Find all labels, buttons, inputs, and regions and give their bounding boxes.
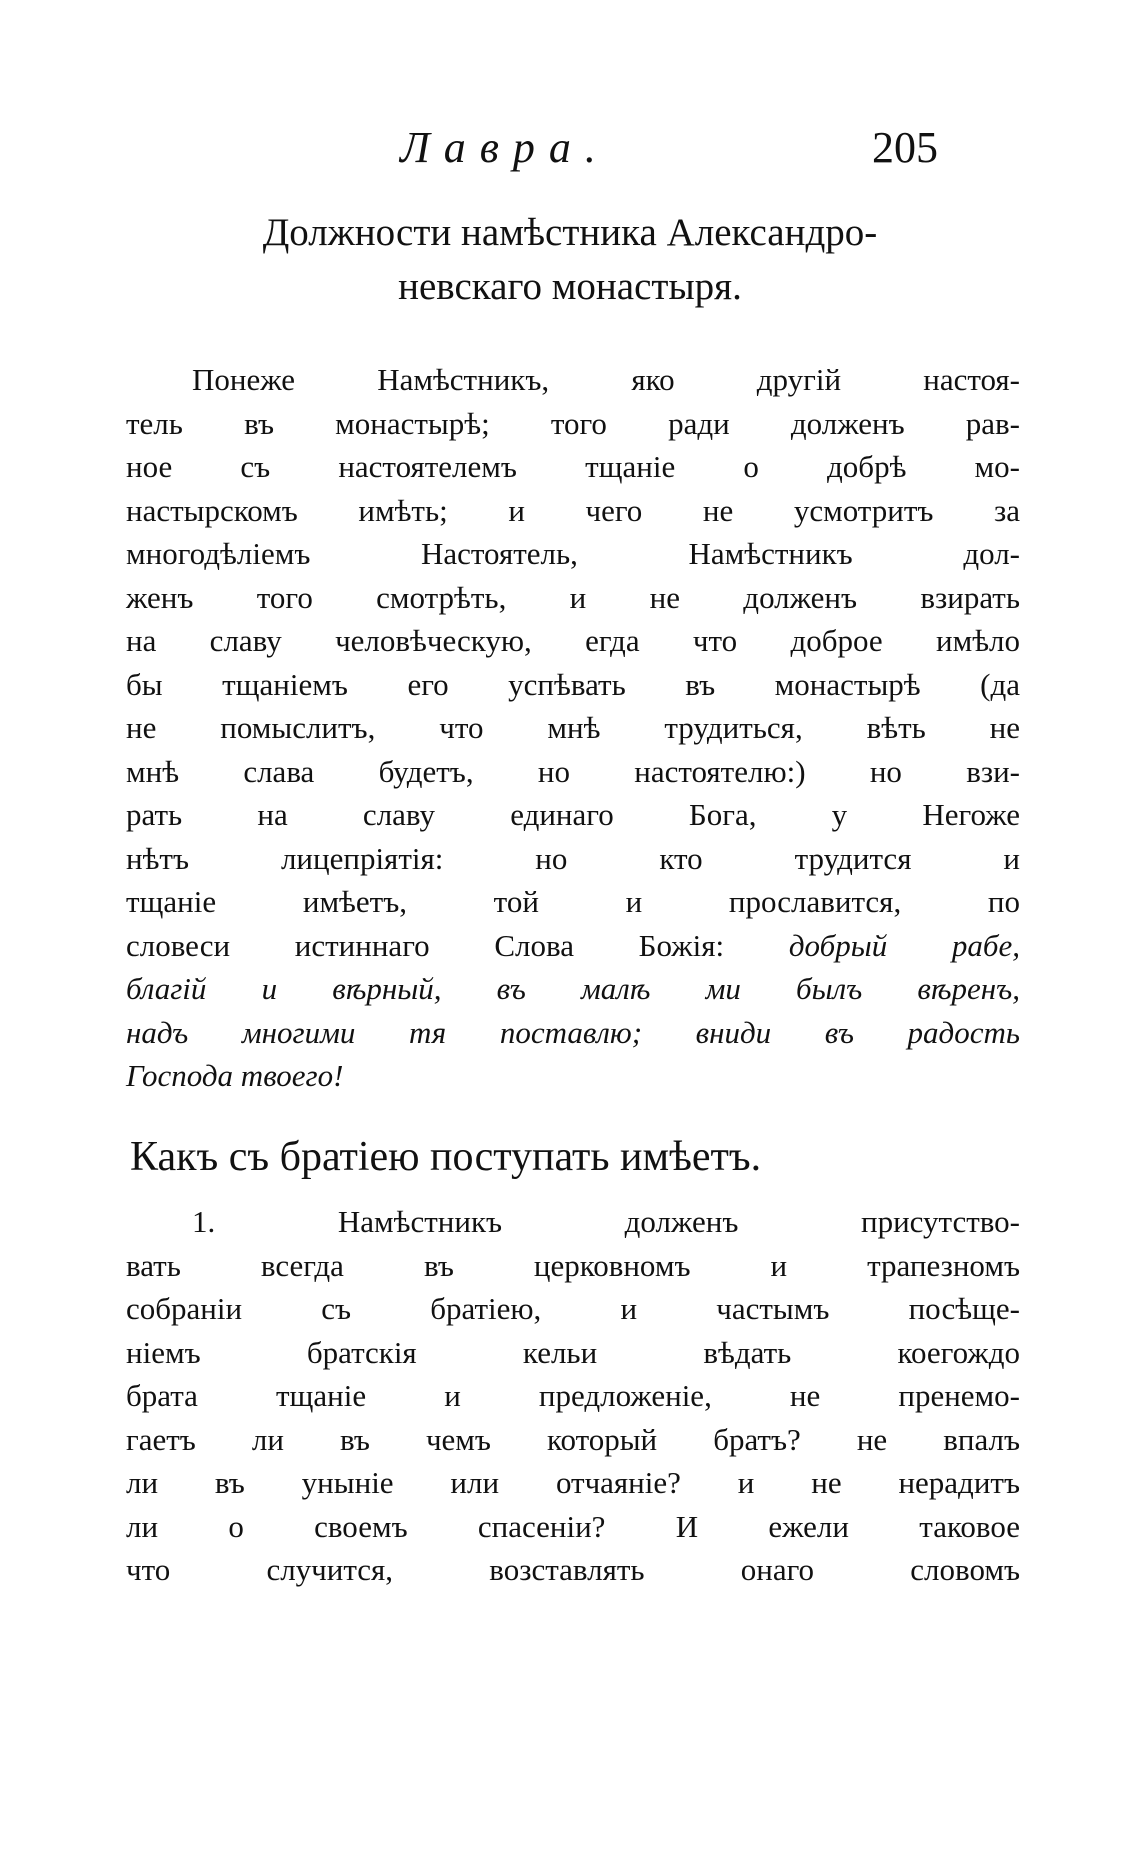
text-line: не помыслитъ, что мнѣ трудиться, вѣть не xyxy=(126,710,1020,745)
text-line: вать всегда въ церковномъ и трапезномъ xyxy=(126,1247,1020,1283)
text-line: брата тщаніе и предложеніе, не пренемо- xyxy=(126,1378,1020,1413)
paragraph-duties xyxy=(126,358,1020,1098)
text-line: что случится, возставлять онаго словомъ xyxy=(126,1552,1020,1587)
text-line: Понеже Намѣстникъ, яко другій настоя- xyxy=(192,362,1020,397)
scripture-quote-line: благій и вѣрный, въ малѣ ми былъ вѣренъ, xyxy=(126,971,1020,1006)
text-line: 1. Намѣстникъ долженъ присутство- xyxy=(192,1204,1020,1239)
scripture-quote-line: надъ многими тя поставлю; вниди въ радость xyxy=(126,1014,1020,1050)
text-line-prefix: словеси истиннаго Слова Божія: xyxy=(126,927,725,963)
section-heading-line-1: Должности намѣстника Александро- xyxy=(262,211,878,254)
text-line: тель въ монастырѣ; того ради долженъ рав- xyxy=(126,405,1020,441)
text-line: тщаніе имѣетъ, той и прославится, по xyxy=(126,884,1020,919)
scripture-quote-start: добрый рабе, xyxy=(788,927,1021,963)
text-line: настырскомъ имѣть; и чего не усмотритъ за xyxy=(126,492,1020,528)
scripture-quote-line: Господа твоего! xyxy=(126,1058,344,1093)
text-line-mixed xyxy=(126,924,1020,968)
section-heading-duties xyxy=(140,206,1000,314)
running-title: Лавра. xyxy=(400,123,610,172)
text-line: мнѣ слава будетъ, но настоятелю:) но взи- xyxy=(126,753,1020,789)
text-line: рать на славу единаго Бога, у Негоже xyxy=(126,797,1020,832)
text-line: многодѣліемъ Настоятель, Намѣстникъ дол- xyxy=(126,536,1020,571)
text-line: ли о своемъ спасеніи? И ежели таковое xyxy=(126,1508,1020,1544)
text-line: ное съ настоятелемъ тщаніе о добрѣ мо- xyxy=(126,449,1020,484)
running-head xyxy=(0,118,1140,178)
paragraph-brethren xyxy=(126,1200,1020,1592)
text-line: ли въ уныніе или отчаяніе? и не нерадитъ xyxy=(126,1465,1020,1500)
text-line: на славу человѣческую, егда что доброе имѣло xyxy=(126,623,1020,658)
text-line: женъ того смотрѣть, и не долженъ взирать xyxy=(126,579,1020,615)
section-heading-line-2: невскаго монастыря. xyxy=(398,265,742,308)
text-line: бы тщаніемъ его успѣвать въ монастырѣ (да xyxy=(126,666,1020,702)
page-number: 205 xyxy=(872,123,938,172)
text-line: нѣтъ лицепріятія: но кто трудится и xyxy=(126,840,1020,876)
section-heading-brethren: Какъ съ братіею поступать имѣетъ. xyxy=(130,1134,762,1180)
text-line: ніемъ братскія кельи вѣдать коегождо xyxy=(126,1334,1020,1370)
text-line: гаетъ ли въ чемъ который братъ? не впалъ xyxy=(126,1421,1020,1457)
text-line: собраніи съ братіею, и частымъ посѣще- xyxy=(126,1291,1020,1326)
